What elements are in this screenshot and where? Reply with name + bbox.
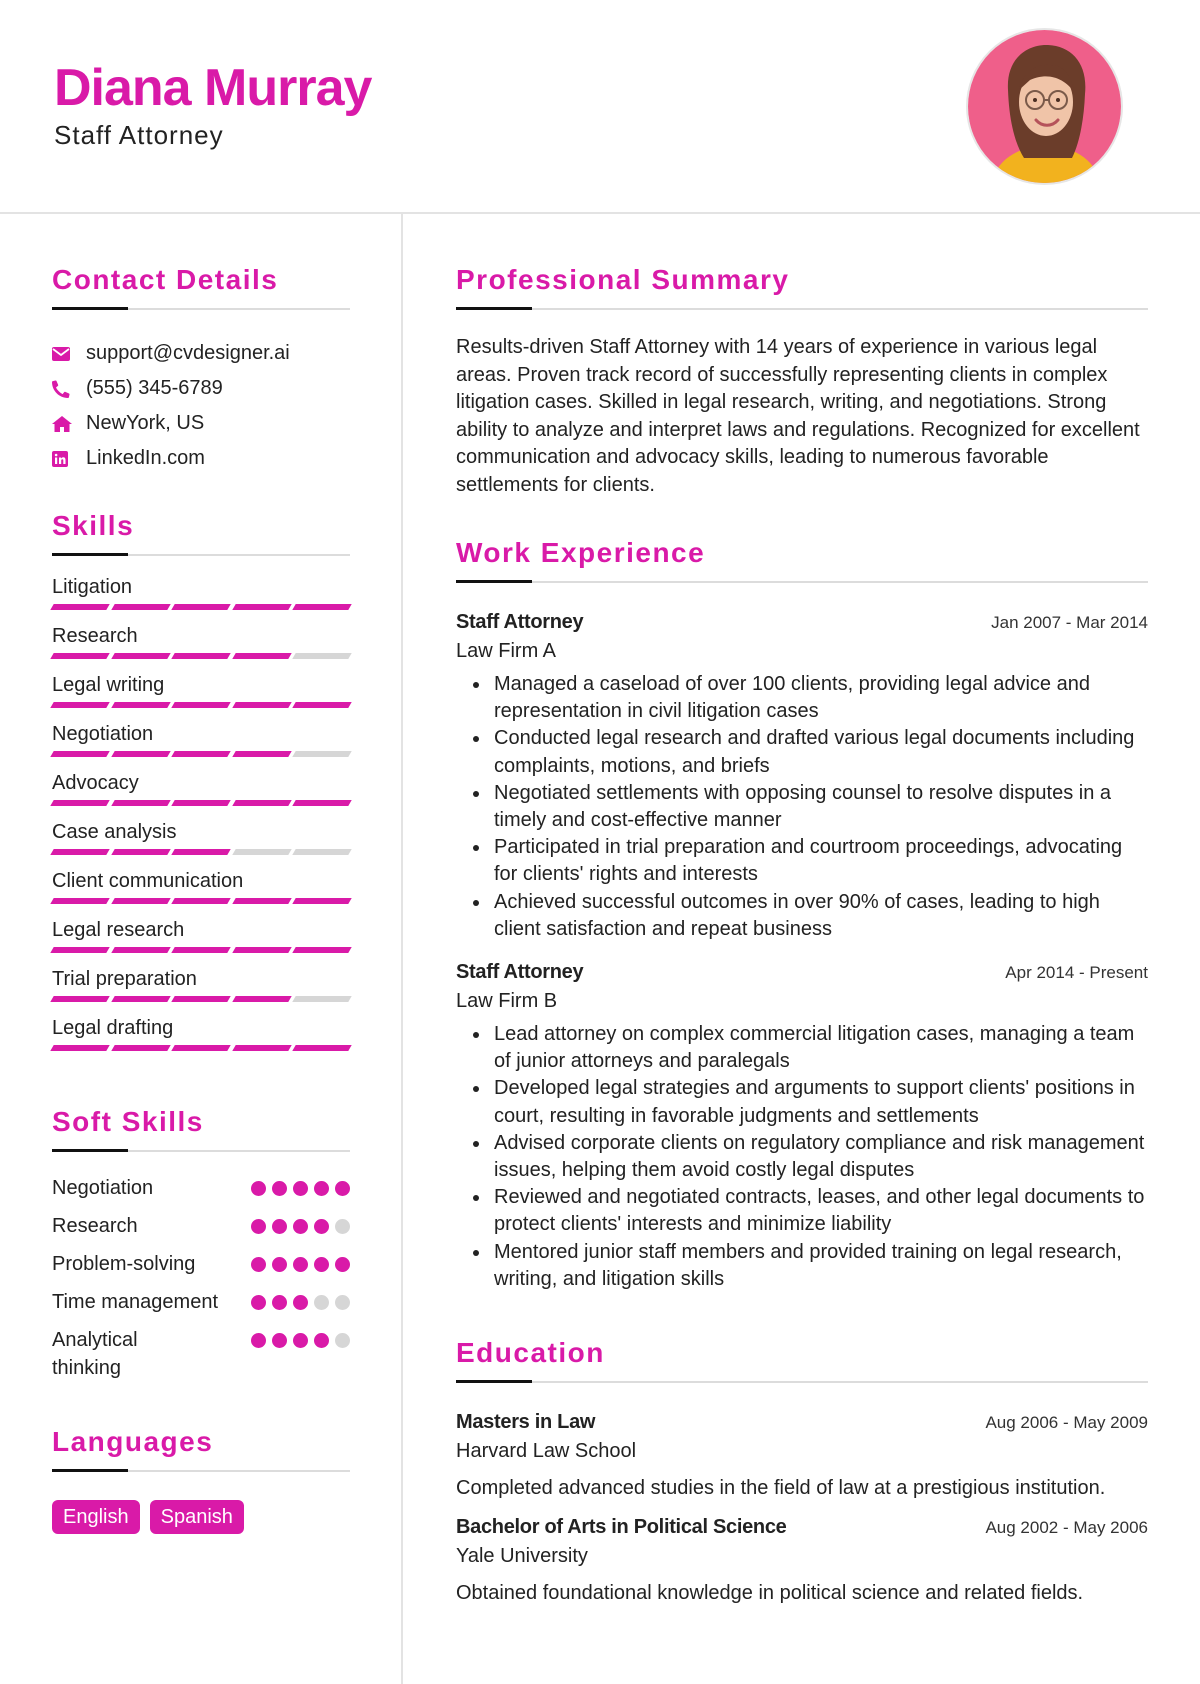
- skill-name: Trial preparation: [52, 968, 197, 990]
- skill-level-bar: [52, 947, 350, 954]
- job-bullet: Advised corporate clients on regulatory compliance and risk management issues, helping them avoid costly legal disputes: [456, 1130, 1148, 1184]
- rating-dot: [272, 1295, 287, 1310]
- skill-level-segment: [50, 702, 109, 708]
- soft-skill-item: [52, 1212, 350, 1240]
- skill-level-segment: [293, 653, 352, 659]
- rating-dot: [293, 1295, 308, 1310]
- skill-name: Legal drafting: [52, 1017, 174, 1039]
- resume-header: [0, 0, 1200, 214]
- contact-section: [52, 264, 350, 476]
- skill-level-segment: [232, 996, 291, 1002]
- rating-dot: [314, 1257, 329, 1272]
- education-list: [456, 1411, 1148, 1605]
- skill-level-segment: [293, 1045, 352, 1051]
- experience-section: [456, 537, 1148, 1293]
- rating-dot: [251, 1219, 266, 1234]
- rating-dot: [335, 1295, 350, 1310]
- job-bullet: Managed a caseload of over 100 clients, providing legal advice and representation in civil litigation cases: [456, 671, 1148, 725]
- job-bullet: Mentored junior staff members and provided training on legal research, writing, and litigation skills: [456, 1239, 1148, 1293]
- rating-dot: [314, 1333, 329, 1348]
- rating-dot: [272, 1181, 287, 1196]
- job-bullet: Achieved successful outcomes in over 90% of cases, leading to high client satisfaction and repeat business: [456, 889, 1148, 943]
- section-divider: [52, 1150, 350, 1152]
- skill-level-bar: [52, 751, 350, 758]
- contact-phone-text: (555) 345-6789: [86, 377, 223, 399]
- language-tag: English: [52, 1500, 140, 1534]
- skills-section: [52, 510, 350, 1052]
- skill-name: Legal writing: [52, 674, 165, 696]
- rating-dot: [314, 1295, 329, 1310]
- education-description: Completed advanced studies in the field of law at a prestigious institution.: [456, 1477, 1106, 1500]
- rating-dot: [251, 1181, 266, 1196]
- soft-skill-name: Negotiation: [52, 1177, 154, 1199]
- job-company: Law Firm A: [456, 640, 557, 662]
- skill-level-segment: [111, 996, 170, 1002]
- skill-level-segment: [293, 702, 352, 708]
- skill-level-segment: [293, 947, 352, 953]
- skill-name: Client communication: [52, 870, 244, 892]
- soft-skills-title: Soft Skills: [52, 1106, 204, 1137]
- linkedin-icon: [52, 451, 86, 467]
- soft-skill-rating: [251, 1295, 350, 1310]
- job-date: Jan 2007 - Mar 2014: [991, 613, 1148, 632]
- skill-name: Case analysis: [52, 821, 177, 843]
- skill-level-segment: [111, 1045, 170, 1051]
- rating-dot: [314, 1181, 329, 1196]
- skill-level-segment: [232, 849, 291, 855]
- jobs-list: [456, 611, 1148, 1293]
- contact-email-text: support@cvdesigner.ai: [86, 342, 290, 364]
- skill-level-bar: [52, 604, 350, 611]
- skill-level-bar: [52, 800, 350, 807]
- experience-title: Work Experience: [456, 537, 706, 568]
- soft-skill-name: Time management: [52, 1291, 218, 1313]
- soft-skill-item: [52, 1250, 350, 1278]
- skill-name: Advocacy: [52, 772, 139, 794]
- skill-level-bar: [52, 702, 350, 709]
- skill-level-segment: [111, 800, 170, 806]
- education-title: Education: [456, 1337, 605, 1369]
- skill-level-segment: [293, 898, 352, 904]
- languages-section: [52, 1426, 350, 1534]
- soft-skills-section: [52, 1106, 350, 1382]
- candidate-role: Staff Attorney: [54, 120, 224, 150]
- job-header: [456, 611, 1148, 634]
- contact-email[interactable]: [52, 336, 350, 371]
- contact-location-text: NewYork, US: [86, 412, 205, 434]
- skill-level-segment: [50, 653, 109, 659]
- skill-level-segment: [171, 653, 230, 659]
- section-divider: [52, 554, 350, 556]
- skill-level-segment: [50, 751, 109, 757]
- skill-level-segment: [171, 702, 230, 708]
- skills-title: Skills: [52, 510, 135, 541]
- skill-level-segment: [111, 947, 170, 953]
- rating-dot: [272, 1219, 287, 1234]
- contact-linkedin-text: LinkedIn.com: [86, 447, 205, 469]
- soft-skill-name: Research: [52, 1215, 138, 1237]
- soft-skill-rating: [251, 1219, 350, 1234]
- soft-skill-item: [52, 1174, 350, 1202]
- rating-dot: [335, 1181, 350, 1196]
- skill-level-segment: [232, 947, 291, 953]
- contact-phone[interactable]: [52, 371, 350, 406]
- skill-item: [52, 766, 350, 807]
- skill-level-segment: [171, 1045, 230, 1051]
- skill-level-segment: [232, 1045, 291, 1051]
- skill-level-segment: [232, 800, 291, 806]
- skill-item: [52, 864, 350, 905]
- skill-level-segment: [111, 653, 170, 659]
- education-header: [456, 1516, 1148, 1539]
- portrait-image: [968, 30, 1123, 185]
- skill-level-segment: [171, 800, 230, 806]
- education-section: [456, 1337, 1148, 1605]
- summary-title: Professional Summary: [456, 264, 790, 295]
- job-entry: [456, 961, 1148, 1293]
- job-entry: [456, 611, 1148, 943]
- rating-dot: [251, 1295, 266, 1310]
- language-tag: Spanish: [150, 1500, 244, 1534]
- rating-dot: [335, 1219, 350, 1234]
- education-header: [456, 1411, 1148, 1434]
- job-bullet: Reviewed and negotiated contracts, leases, and other legal documents to protect clients' interests and minimize liability: [456, 1184, 1148, 1238]
- job-title: Staff Attorney: [456, 961, 584, 984]
- skill-item: [52, 913, 350, 954]
- education-description: Obtained foundational knowledge in political science and related fields.: [456, 1582, 1084, 1605]
- sidebar: [52, 214, 350, 1534]
- contact-title: Contact Details: [52, 264, 279, 295]
- skill-level-segment: [50, 604, 109, 610]
- skill-level-bar: [52, 849, 350, 856]
- skill-level-segment: [50, 849, 109, 855]
- skill-level-segment: [111, 604, 170, 610]
- education-degree: Bachelor of Arts in Political Science: [456, 1516, 787, 1539]
- education-school: Yale University: [456, 1545, 588, 1568]
- skill-level-segment: [171, 751, 230, 757]
- job-bullet: Conducted legal research and drafted various legal documents including complaints, motions, and briefs: [456, 725, 1148, 779]
- skill-level-segment: [171, 604, 230, 610]
- job-header: [456, 961, 1148, 984]
- soft-skill-rating: [251, 1181, 350, 1196]
- soft-skill-name: Problem-solving: [52, 1253, 196, 1275]
- skill-name: Legal research: [52, 919, 185, 941]
- skill-level-bar: [52, 1045, 350, 1052]
- skill-item: [52, 570, 350, 611]
- skill-level-bar: [52, 996, 350, 1003]
- education-entry: [456, 1516, 1148, 1605]
- skill-level-segment: [232, 604, 291, 610]
- skill-level-segment: [111, 751, 170, 757]
- rating-dot: [335, 1333, 350, 1348]
- skill-name: Research: [52, 625, 138, 647]
- skill-level-segment: [111, 702, 170, 708]
- skill-name: Negotiation: [52, 723, 154, 745]
- rating-dot: [335, 1257, 350, 1272]
- skill-item: [52, 962, 350, 1003]
- skill-level-segment: [171, 849, 230, 855]
- rating-dot: [251, 1333, 266, 1348]
- section-divider: [52, 1470, 350, 1472]
- skill-level-bar: [52, 653, 350, 660]
- skill-level-segment: [293, 800, 352, 806]
- rating-dot: [251, 1257, 266, 1272]
- rating-dot: [272, 1333, 287, 1348]
- job-company: Law Firm B: [456, 990, 558, 1013]
- education-date: Aug 2002 - May 2006: [985, 1518, 1148, 1538]
- skill-level-segment: [50, 800, 109, 806]
- skill-item: [52, 619, 350, 660]
- rating-dot: [272, 1257, 287, 1272]
- education-school: Harvard Law School: [456, 1440, 637, 1463]
- summary-text: Results-driven Staff Attorney with 14 years of experience in various legal areas. Proven track record of successfully representing clients in complex litigation cases. Skilled in legal research, writing, and negotiations. Strong ability to analyze and interpret laws and regulations. Recognized for excellent communication and advocacy skills, leading to numerous favorable settlements for clients.: [456, 336, 1140, 496]
- skill-item: [52, 717, 350, 758]
- soft-skill-rating: [251, 1257, 350, 1272]
- languages-list: [52, 1500, 350, 1534]
- skill-level-segment: [232, 702, 291, 708]
- skill-level-segment: [50, 996, 109, 1002]
- profile-photo: [966, 28, 1123, 185]
- column-divider: [401, 214, 403, 1684]
- section-divider: [456, 1381, 1148, 1383]
- skill-item: [52, 815, 350, 856]
- education-entry: [456, 1411, 1148, 1500]
- skill-item: [52, 668, 350, 709]
- job-bullet: Negotiated settlements with opposing counsel to resolve disputes in a timely and cost-effective manner: [456, 780, 1148, 834]
- skill-level-segment: [293, 996, 352, 1002]
- job-title: Staff Attorney: [456, 611, 584, 633]
- main-content: [456, 214, 1148, 1605]
- skills-list: [52, 570, 350, 1052]
- skill-level-segment: [293, 751, 352, 757]
- rating-dot: [293, 1333, 308, 1348]
- soft-skills-list: [52, 1174, 350, 1382]
- education-degree: Masters in Law: [456, 1411, 596, 1434]
- job-bullet: Developed legal strategies and arguments to support clients' positions in court, resulting in favorable judgments and settlements: [456, 1075, 1148, 1129]
- skill-level-segment: [50, 1045, 109, 1051]
- job-bullet: Lead attorney on complex commercial litigation cases, managing a team of junior attorneys and paralegals: [456, 1021, 1148, 1075]
- phone-icon: [52, 380, 86, 398]
- job-bullets: [456, 1021, 1148, 1293]
- skill-level-segment: [111, 849, 170, 855]
- job-bullets: [456, 671, 1148, 943]
- skill-item: [52, 1011, 350, 1052]
- languages-title: Languages: [52, 1426, 214, 1457]
- contact-linkedin[interactable]: [52, 441, 350, 476]
- contact-location: [52, 406, 350, 441]
- skill-level-segment: [50, 947, 109, 953]
- skill-level-bar: [52, 898, 350, 905]
- skill-level-segment: [232, 653, 291, 659]
- contact-list: [52, 336, 350, 476]
- rating-dot: [293, 1181, 308, 1196]
- section-divider: [456, 308, 1148, 310]
- skill-level-segment: [293, 604, 352, 610]
- job-bullet: Participated in trial preparation and courtroom proceedings, advocating for clients' rights and interests: [456, 834, 1148, 888]
- skill-level-segment: [171, 996, 230, 1002]
- rating-dot: [293, 1257, 308, 1272]
- skill-level-segment: [171, 898, 230, 904]
- education-date: Aug 2006 - May 2009: [985, 1413, 1148, 1433]
- section-divider: [52, 308, 350, 310]
- skill-name: Litigation: [52, 576, 133, 598]
- skill-level-segment: [232, 898, 291, 904]
- summary-section: [456, 264, 1148, 499]
- soft-skill-name: Analytical thinking: [52, 1329, 138, 1379]
- soft-skill-item: [52, 1326, 350, 1382]
- job-date: Apr 2014 - Present: [1005, 963, 1148, 983]
- skill-level-segment: [232, 751, 291, 757]
- soft-skill-item: [52, 1288, 350, 1316]
- rating-dot: [314, 1219, 329, 1234]
- candidate-name: Diana Murray: [54, 59, 372, 117]
- section-divider: [456, 581, 1148, 583]
- skill-level-segment: [111, 898, 170, 904]
- skill-level-segment: [293, 849, 352, 855]
- skill-level-segment: [50, 898, 109, 904]
- skill-level-segment: [171, 947, 230, 953]
- rating-dot: [293, 1219, 308, 1234]
- soft-skill-rating: [251, 1333, 350, 1348]
- envelope-icon: [52, 347, 86, 361]
- home-icon: [52, 416, 86, 432]
